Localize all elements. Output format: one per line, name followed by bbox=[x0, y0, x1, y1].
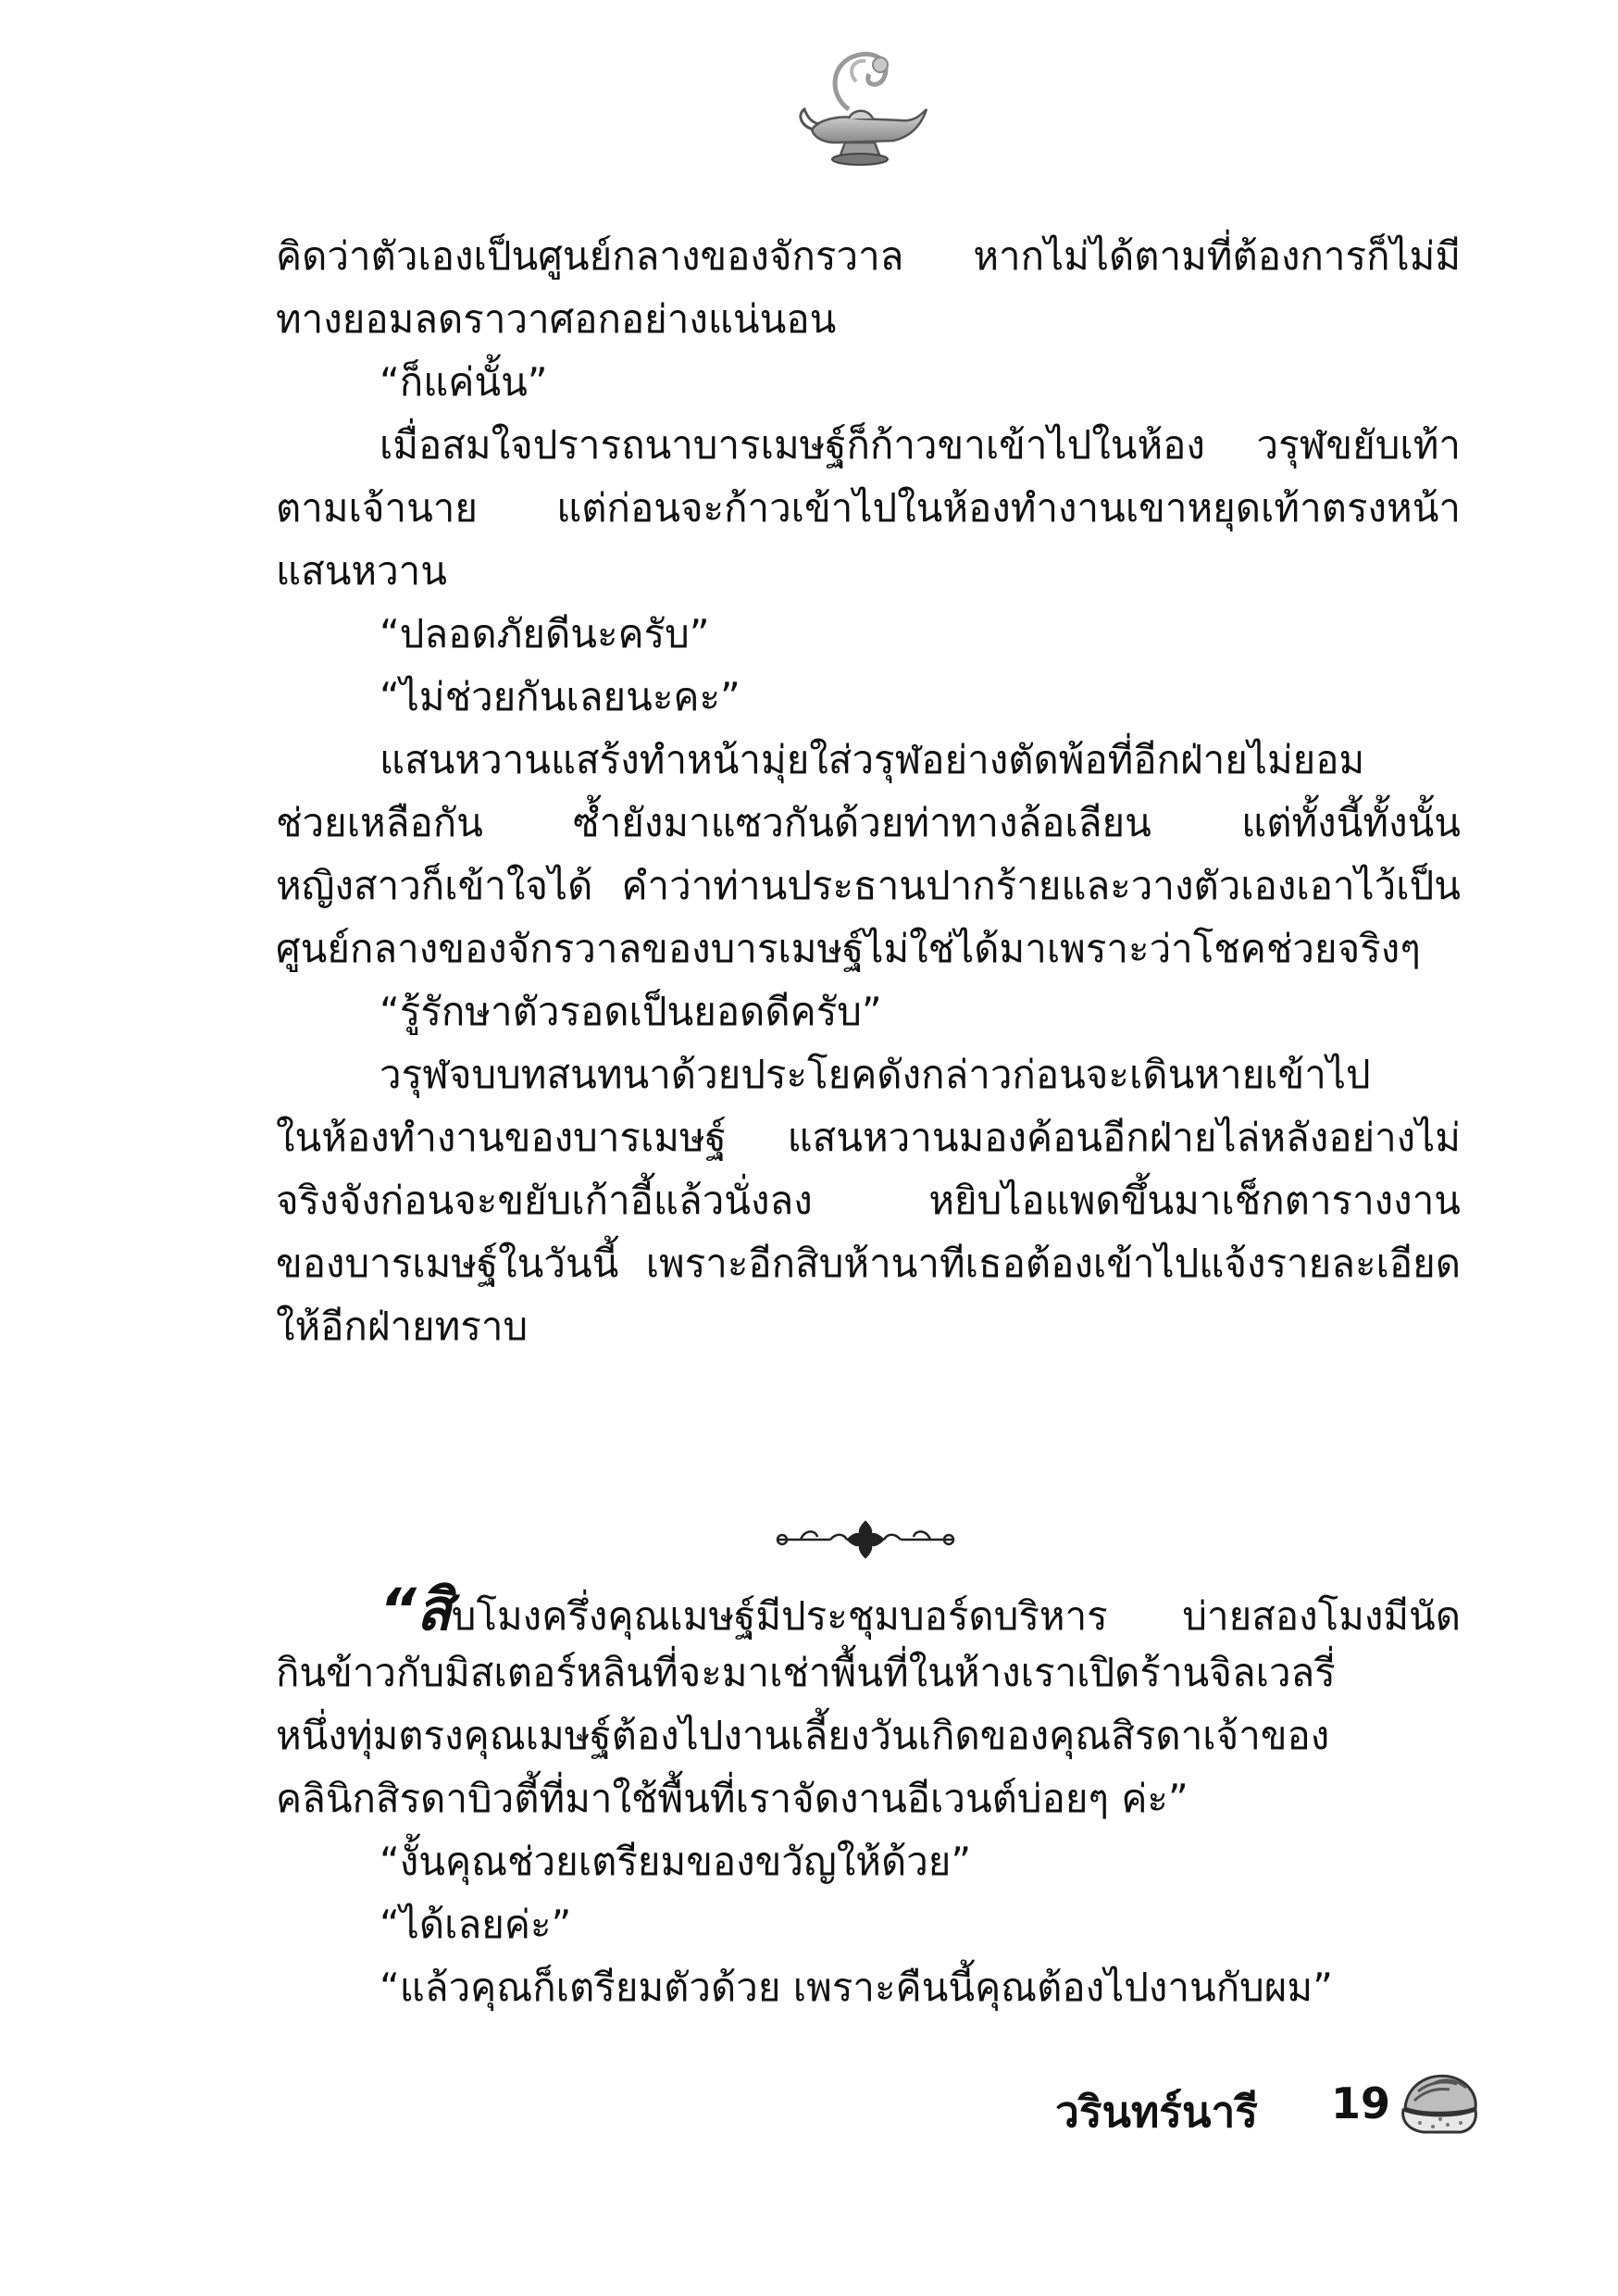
sushi-icon bbox=[1396, 2060, 1481, 2145]
text-line: “ปลอดภัยดีนะครับ” bbox=[380, 611, 710, 656]
scroll-ornament-icon bbox=[773, 1516, 958, 1563]
text-line: ของบารเมษฐ์ในวันนี้ เพราะอีกสิบห้านาทีเธอต้องเข้าไปแจ้งรายละเอียด bbox=[276, 1241, 1461, 1286]
text-line: เมื่อสมใจปรารถนาบารเมษฐ์ก็ก้าวขาเข้าไปในห้อง วรุฬขยับเท้า bbox=[380, 422, 1461, 468]
book-title: วรินทร์นารี bbox=[1055, 2087, 1258, 2137]
text-line bbox=[276, 1578, 1461, 1641]
text-line: คลินิกสิรดาบิวตี้ที่มาใช้พื้นที่เราจัดงานอีเวนต์บ่อยๆ ค่ะ” bbox=[276, 1776, 1189, 1821]
text-line: วรุฬจบบทสนทนาด้วยประโยคดังกล่าวก่อนจะเดินหายเข้าไป bbox=[380, 1052, 1371, 1097]
text-line: แสนหวาน bbox=[276, 548, 447, 593]
text-line: ให้อีกฝ่ายทราบ bbox=[276, 1304, 529, 1349]
text-line: “ได้เลยค่ะ” bbox=[380, 1902, 572, 1947]
text-line: หนึ่งทุ่มตรงคุณเมษฐ์ต้องไปงานเลี้ยงวันเกิดของคุณสิรดาเจ้าของ bbox=[276, 1713, 1330, 1758]
text-line: “ก็แค่นั้น” bbox=[380, 359, 548, 405]
text-line: ช่วยเหลือกัน ซ้ำยังมาแซวกันด้วยท่าทางล้อเลียน แต่ทั้งนี้ทั้งนั้น bbox=[276, 800, 1461, 845]
text-line: แสนหวานแสร้งทำหน้ามุ่ยใส่วรุฬอย่างตัดพ้อที่อีกฝ่ายไม่ยอม bbox=[380, 737, 1365, 782]
text-line: “แล้วคุณก็เตรียมตัวด้วย เพราะคืนนี้คุณต้องไปงานกับผม” bbox=[380, 1965, 1333, 2010]
genie-lamp-icon bbox=[791, 44, 930, 174]
text-line-rest: บโมงครึ่งคุณเมษฐ์มีประชุมบอร์ดบริหาร บ่ายสองโมงมีนัด bbox=[451, 1593, 1461, 1639]
text-line: ศูนย์กลางของจักรวาลของบารเมษฐ์ไม่ใช่ได้มาเพราะว่าโชคช่วยจริงๆ bbox=[276, 926, 1421, 971]
text-line: ตามเจ้านาย แต่ก่อนจะก้าวเข้าไปในห้องทำงานเขาหยุดเท้าตรงหน้า bbox=[276, 485, 1461, 530]
page-footer bbox=[1018, 2060, 1481, 2152]
text-line: กินข้าวกับมิสเตอร์หลินที่จะมาเช่าพื้นที่ในห้างเราเปิดร้านจิลเวลรี่ bbox=[276, 1650, 1336, 1695]
body-text-top bbox=[276, 225, 1461, 1358]
dropcap: “สิ bbox=[380, 1576, 452, 1643]
text-line: “รู้รักษาตัวรอดเป็นยอดดีครับ” bbox=[380, 989, 882, 1034]
text-line: จริงจังก่อนจะขยับเก้าอี้แล้วนั่งลง หยิบไอแพดขึ้นมาเช็กตารางงาน bbox=[276, 1178, 1461, 1223]
text-line: “งั้นคุณช่วยเตรียมของขวัญให้ด้วย” bbox=[380, 1839, 972, 1884]
text-line: หญิงสาวก็เข้าใจได้ คำว่าท่านประธานปากร้ายและวางตัวเองเอาไว้เป็น bbox=[276, 863, 1461, 908]
page-number: 19 bbox=[1331, 2078, 1391, 2128]
text-line: “ไม่ช่วยกันเลยนะคะ” bbox=[380, 674, 741, 719]
text-line: คิดว่าตัวเองเป็นศูนย์กลางของจักรวาล หากไม่ได้ตามที่ต้องการก็ไม่มี bbox=[276, 233, 1461, 279]
text-line: ทางยอมลดราวาศอกอย่างแน่นอน bbox=[276, 296, 837, 342]
text-line: ในห้องทำงานของบารเมษฐ์ แสนหวานมองค้อนอีกฝ่ายไล่หลังอย่างไม่ bbox=[276, 1115, 1461, 1160]
body-text-bottom bbox=[276, 1578, 1461, 2019]
